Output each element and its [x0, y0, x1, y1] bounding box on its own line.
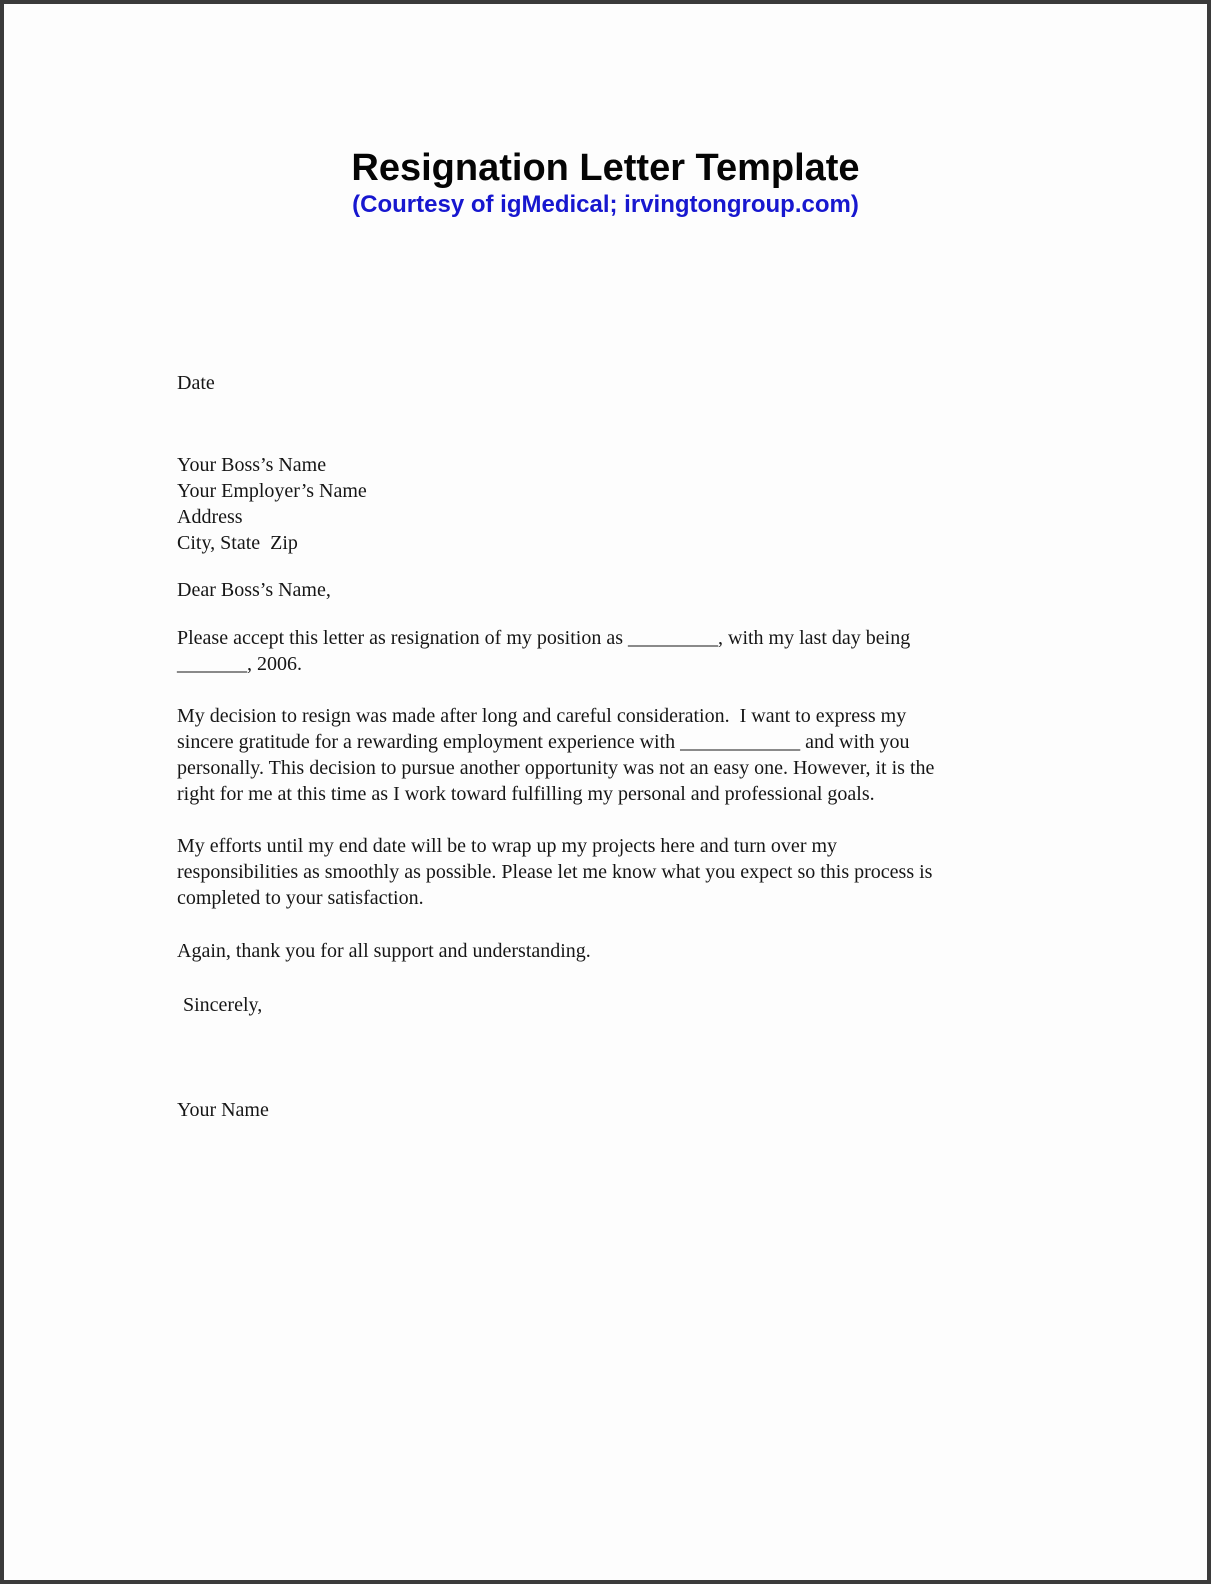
paragraph-line: responsibilities as smoothly as possible. Please let me know what you expect so this process is: [177, 861, 933, 883]
paragraph-resignation: [177, 625, 1167, 677]
recipient-block: [177, 452, 1167, 556]
page-subtitle: (Courtesy of igMedical; irvingtongroup.com): [352, 191, 859, 218]
paragraph-line: completed to your satisfaction.: [177, 887, 424, 909]
page-title: Resignation Letter Template: [351, 147, 860, 189]
paragraph-line: right for me at this time as I work toward fulfilling my personal and professional goals.: [177, 783, 875, 805]
document-header: [4, 4, 1207, 220]
salutation: Dear Boss’s Name,: [177, 579, 331, 601]
paragraph-line: sincere gratitude for a rewarding employment experience with ____________ and with you: [177, 731, 910, 753]
paragraph-line: My efforts until my end date will be to wrap up my projects here and turn over my: [177, 835, 838, 857]
paragraph-line: Please accept this letter as resignation of my position as _________, with my last day being: [177, 627, 911, 649]
recipient-employer-name: Your Employer’s Name: [177, 480, 367, 502]
paragraph-line: Again, thank you for all support and understanding.: [177, 940, 591, 962]
paragraph-transition: [177, 833, 1167, 911]
recipient-city-state-zip: City, State Zip: [177, 532, 298, 554]
letter-body: [4, 370, 1207, 1123]
recipient-boss-name: Your Boss’s Name: [177, 454, 327, 476]
date-placeholder: Date: [177, 372, 215, 394]
paragraph-thanks: [177, 938, 1167, 964]
paragraph-line: personally. This decision to pursue another opportunity was not an easy one. However, it is the: [177, 757, 935, 779]
recipient-address: Address: [177, 506, 243, 528]
paragraph-line: My decision to resign was made after long and careful consideration. I want to express my: [177, 705, 907, 727]
paragraph-line: _______, 2006.: [177, 653, 302, 675]
closing: Sincerely,: [183, 994, 263, 1016]
signature-placeholder: Your Name: [177, 1099, 269, 1121]
paragraph-decision: [177, 703, 1167, 807]
